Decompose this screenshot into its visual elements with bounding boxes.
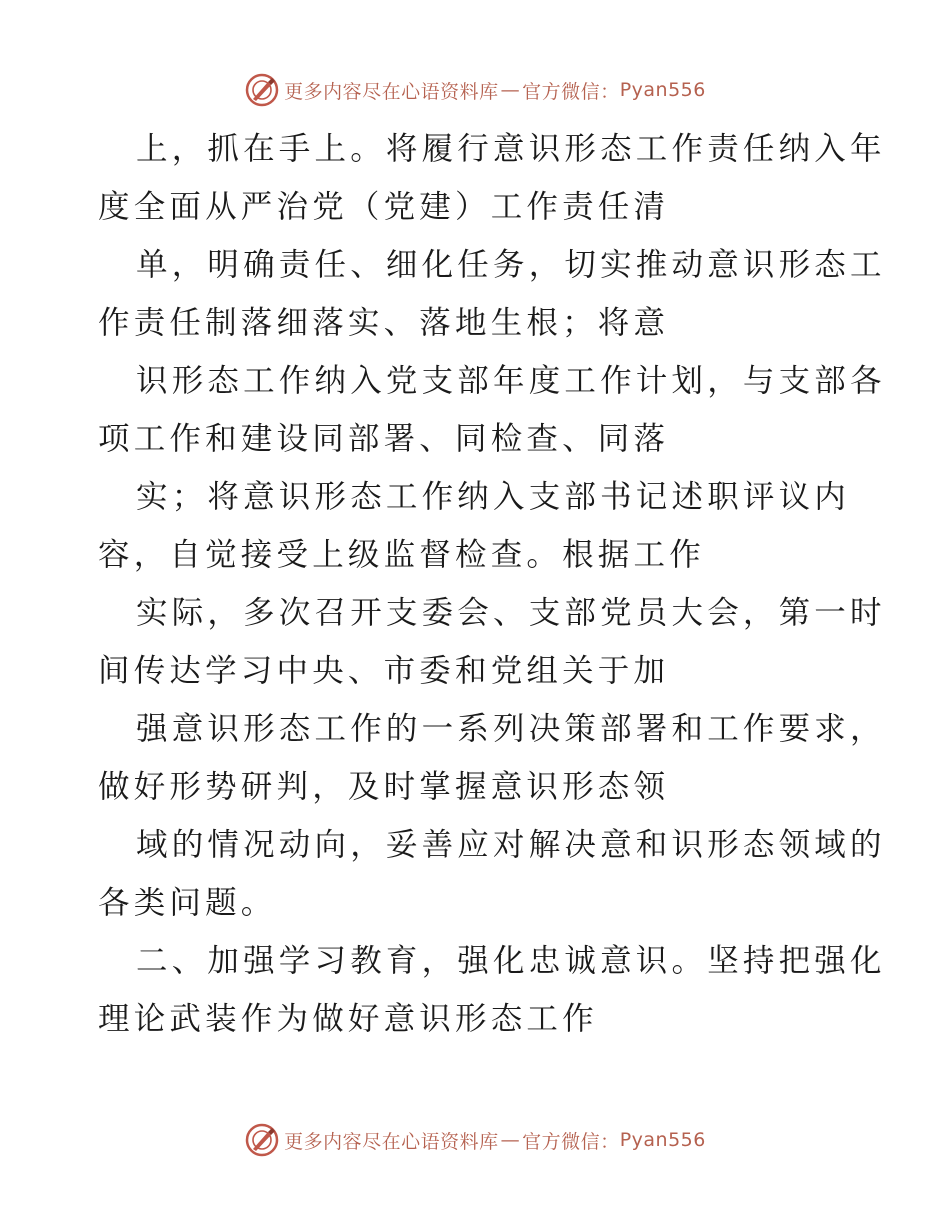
body-line: 理论武装作为做好意识形态工作 xyxy=(98,1001,598,1037)
body-line: 作责任制落细落实、落地生根；将意 xyxy=(98,305,670,341)
footer-contact-prefix: 官方微信： xyxy=(522,1130,620,1153)
body-line: 度全面从严治党（党建）工作责任清 xyxy=(98,189,670,225)
body-line: 单，明确责任、细化任务，切实推动意识形态工 xyxy=(136,247,886,283)
body-line: 实际，多次召开支委会、支部党员大会，第一时 xyxy=(136,595,886,631)
body-line: 做好形势研判，及时掌握意识形态领 xyxy=(98,769,670,805)
body-line: 间传达学习中央、市委和党组关于加 xyxy=(98,653,670,689)
body-line: 二、加强学习教育，强化忠诚意识。坚持把强化 xyxy=(136,943,886,979)
footer-watermark xyxy=(0,1120,950,1160)
footer-dash: — xyxy=(500,1129,521,1151)
header-contact-prefix: 官方微信： xyxy=(522,80,620,103)
body-line: 识形态工作纳入党支部年度工作计划，与支部各 xyxy=(136,363,886,399)
header-watermark xyxy=(0,70,950,110)
footer-contact-id: Pyan556 xyxy=(619,1129,706,1151)
header-contact-id: Pyan556 xyxy=(619,79,706,101)
header-dash: — xyxy=(500,79,521,101)
body-line: 项工作和建设同部署、同检查、同落 xyxy=(98,421,670,457)
header-brand-text: 更多内容尽在心语资料库 xyxy=(284,80,499,103)
document-body xyxy=(98,120,886,1048)
body-line: 各类问题。 xyxy=(98,885,277,921)
body-line: 域的情况动向，妥善应对解决意和识形态领域的 xyxy=(136,827,886,863)
body-line: 实；将意识形态工作纳入支部书记述职评议内 xyxy=(136,479,851,515)
body-line: 强意识形态工作的一系列决策部署和工作要求， xyxy=(136,711,886,747)
brand-logo-icon xyxy=(244,1122,280,1158)
footer-brand-text: 更多内容尽在心语资料库 xyxy=(284,1130,499,1153)
body-line: 上，抓在手上。将履行意识形态工作责任纳入年 xyxy=(136,131,886,167)
brand-logo-icon xyxy=(244,72,280,108)
body-line: 容，自觉接受上级监督检查。根据工作 xyxy=(98,537,705,573)
